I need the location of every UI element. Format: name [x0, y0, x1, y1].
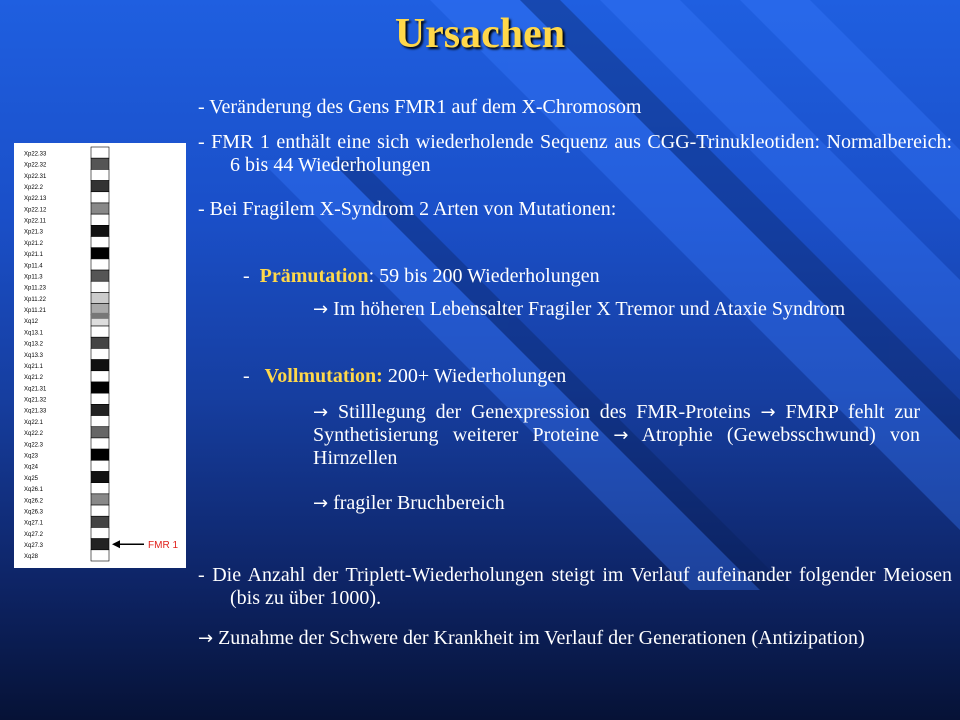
- bullet-repeat-expansion: - Die Anzahl der Triplett-Wiederholungen steigt im Verlauf aufeinander folgender Meiosen (bis zu über 1000).: [198, 564, 952, 609]
- chromosome-band: [91, 192, 109, 203]
- fullmutation-line: [243, 365, 923, 388]
- arrow-head-icon: [112, 540, 120, 548]
- fullmutation-label: Vollmutation:: [264, 365, 383, 387]
- band-label: Xq21.33: [24, 408, 47, 415]
- band-label: Xq27.1: [24, 520, 44, 527]
- premutation-consequence-text: Im höheren Lebensalter Fragiler X Tremor und Ataxie Syndrom: [333, 298, 846, 320]
- band-label: Xq26.2: [24, 498, 44, 505]
- chromosome-band: [91, 348, 109, 359]
- band-label: Xp22.31: [24, 173, 47, 180]
- premutation-label: Prämutation: [259, 265, 369, 287]
- chromosome-band: [91, 539, 109, 550]
- bullet-cgg-sequence: - FMR 1 enthält eine sich wiederholende Sequenz aus CGG-Trinukleotiden: Normalbereich: 6 bis 44 Wiederholungen: [198, 131, 952, 176]
- chromosome-band: [91, 259, 109, 270]
- chromosome-band: [91, 382, 109, 393]
- band-label: Xq21.1: [24, 363, 44, 370]
- band-label: Xq25: [24, 475, 39, 482]
- chromosome-band: [91, 438, 109, 449]
- arrow-right-icon: →: [313, 402, 329, 423]
- band-label: Xq22.1: [24, 419, 44, 426]
- fullmutation-dash: -: [243, 365, 250, 387]
- premutation-consequence: [313, 298, 920, 321]
- anticipation-text: Zunahme der Schwere der Krankheit im Verlauf der Generationen (Antizipation): [218, 627, 865, 649]
- chromosome-band: [91, 449, 109, 460]
- chromosome-band: [91, 337, 109, 348]
- band-label: Xp21.1: [24, 252, 44, 259]
- consequence-atrophy: Atrophie (Gewebsschwund) von Hirnzellen: [313, 424, 920, 469]
- arrow-right-icon: →: [313, 493, 329, 514]
- band-label: Xp22.12: [24, 207, 47, 214]
- chromosome-band: [91, 471, 109, 482]
- chromosome-band: [91, 527, 109, 538]
- bullet-anticipation: [198, 627, 952, 650]
- band-label: Xq13.1: [24, 330, 44, 337]
- band-label: Xq24: [24, 464, 39, 471]
- band-label: Xq27.2: [24, 531, 44, 538]
- chromosome-band: [91, 181, 109, 192]
- bullet-gene-change: - Veränderung des Gens FMR1 auf dem X-Chromosom: [198, 96, 642, 118]
- chromosome-band: [91, 371, 109, 382]
- band-label: Xp22.11: [24, 218, 46, 225]
- fragile-site-line: [313, 492, 920, 515]
- chromosome-band: [91, 427, 109, 438]
- band-label: Xq13.2: [24, 341, 44, 348]
- chromosome-diagram: [14, 143, 186, 568]
- premutation-line: [243, 265, 923, 288]
- chromosome-band: [91, 237, 109, 248]
- band-label: Xq22.2: [24, 431, 44, 438]
- band-label: Xp21.3: [24, 229, 44, 236]
- chromosome-band: [91, 270, 109, 281]
- band-label: Xp22.2: [24, 184, 44, 191]
- chromosome-band: [91, 158, 109, 169]
- band-label: Xq22.3: [24, 442, 44, 449]
- chromosome-band: [91, 516, 109, 527]
- band-label: Xq21.31: [24, 386, 47, 393]
- chromosome-band: [91, 326, 109, 337]
- fmr1-label: FMR 1: [148, 540, 178, 552]
- band-label: Xq26.3: [24, 509, 44, 516]
- chromosome-band: [91, 550, 109, 561]
- arrow-right-icon: →: [198, 628, 214, 649]
- premutation-text: : 59 bis 200 Wiederholungen: [368, 265, 600, 287]
- consequence-fmrp-missing: FMRP fehlt zur Synthetisierung weiterer Proteine: [313, 401, 921, 446]
- band-label: Xp11.3: [24, 274, 43, 281]
- chromosome-band: [91, 505, 109, 516]
- chromosome-band: [91, 393, 109, 404]
- chromosome-band: [91, 214, 109, 225]
- consequence-fragile-site: fragiler Bruchbereich: [333, 492, 505, 514]
- band-label: Xp21.2: [24, 240, 44, 247]
- premutation-dash: -: [243, 265, 250, 287]
- band-label: Xq28: [24, 554, 39, 561]
- chromosome-band: [91, 225, 109, 236]
- band-label: Xq21.32: [24, 397, 47, 404]
- chromosome-band: [91, 281, 109, 292]
- chromosome-band: [91, 360, 109, 371]
- band-label: Xq13.3: [24, 352, 44, 359]
- band-label: Xp11.4: [24, 263, 43, 270]
- fullmutation-consequences: [313, 401, 920, 470]
- chromosome-band: [91, 169, 109, 180]
- chromosome-band: [91, 147, 109, 158]
- chromosome-band: [91, 416, 109, 427]
- band-label: Xq27.3: [24, 543, 44, 550]
- band-label: Xq12: [24, 319, 39, 326]
- chromosome-band: [91, 494, 109, 505]
- chromosome-band: [91, 292, 109, 303]
- slide-title: Ursachen: [394, 11, 566, 57]
- band-label: Xq23: [24, 453, 39, 460]
- chromosome-ideogram: [14, 143, 186, 568]
- bullet-mutation-types: - Bei Fragilem X-Syndrom 2 Arten von Mutationen:: [198, 198, 617, 220]
- band-label: Xq21.2: [24, 375, 44, 382]
- band-label: Xq26.1: [24, 487, 44, 494]
- band-label: Xp11.23: [24, 285, 46, 292]
- band-label: Xp22.32: [24, 162, 47, 169]
- consequence-silencing: Stilllegung der Genexpression des FMR-Proteins: [337, 401, 751, 423]
- chromosome-band: [91, 203, 109, 214]
- band-label: Xp11.22: [24, 296, 46, 303]
- band-label: Xp11.21: [24, 308, 46, 315]
- arrow-right-icon: →: [760, 402, 776, 423]
- chromosome-band: [91, 248, 109, 259]
- arrow-right-icon: →: [313, 299, 329, 320]
- centromere: [91, 313, 109, 319]
- chromosome-band: [91, 483, 109, 494]
- chromosome-band: [91, 460, 109, 471]
- arrow-right-icon: →: [613, 425, 629, 446]
- fullmutation-text: 200+ Wiederholungen: [382, 365, 567, 387]
- band-label: Xp22.13: [24, 196, 47, 203]
- chromosome-band: [91, 404, 109, 415]
- band-label: Xp22.33: [24, 151, 47, 158]
